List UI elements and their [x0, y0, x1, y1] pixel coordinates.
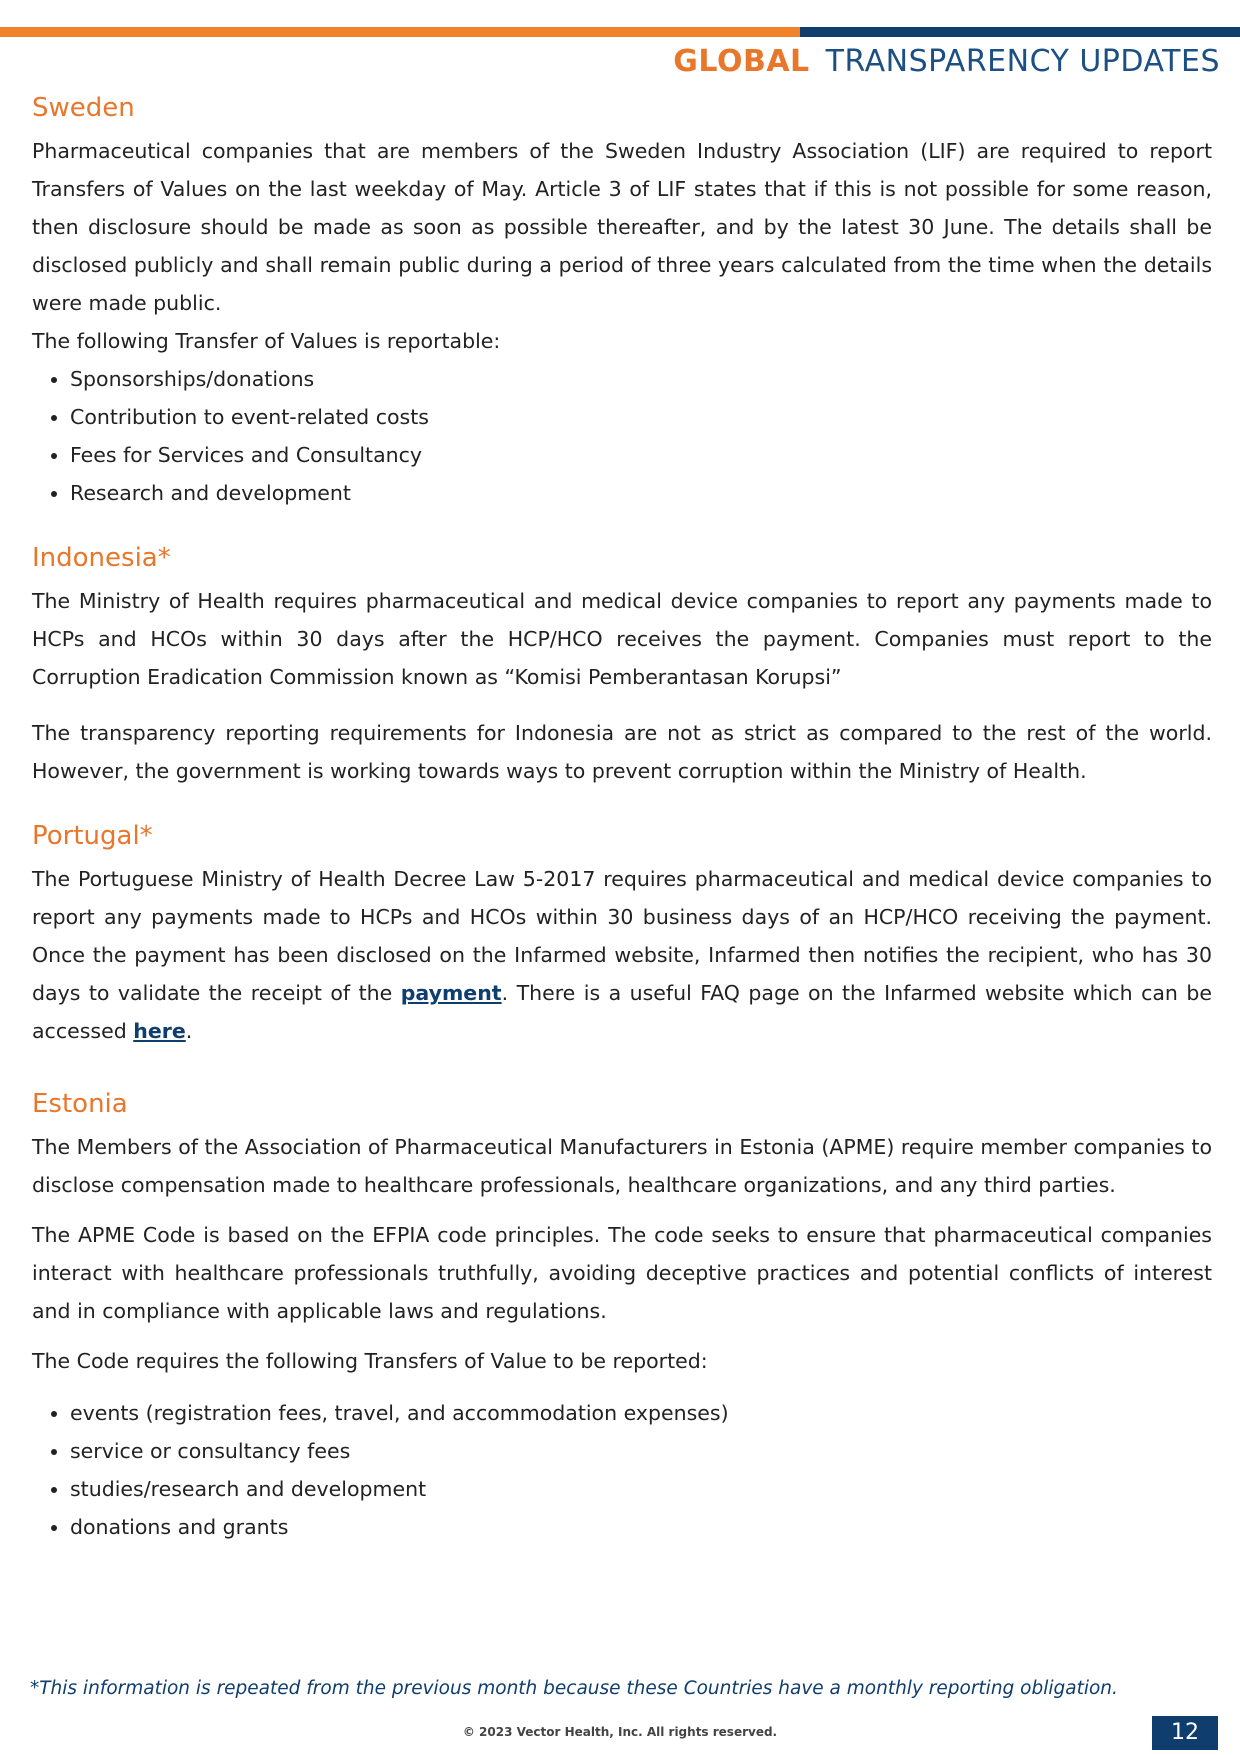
- section-portugal: [32, 818, 1212, 1050]
- portugal-text-2: . There is a useful FAQ page on the Infarmed website which can be accessed: [32, 981, 1212, 1043]
- footnote: *This information is repeated from the previous month because these Countries have a monthly reporting obligation.: [30, 1678, 1118, 1699]
- portugal-text-3: .: [185, 1019, 193, 1043]
- estonia-paragraph-3: The Code requires the following Transfers of Value to be reported:: [32, 1349, 708, 1373]
- list-item: • Fees for Services and Consultancy: [70, 436, 1212, 474]
- list-item: • events (registration fees, travel, and accommodation expenses): [70, 1394, 1212, 1432]
- sweden-paragraph-1: Pharmaceutical companies that are members of the Sweden Industry Association (LIF) are required to report Transfers of Values on the last weekday of May. Article 3 of LIF states that if this is not possible for some reason, then disclosure should be made as soon as possible thereafter, and by the latest 30 June. The details shall be disclosed publicly and shall remain public during a period of three years calculated from the time when the details were made public.: [32, 139, 1212, 315]
- page-header: [673, 44, 1220, 79]
- orange-accent-bar: [0, 27, 800, 37]
- list-item: • donations and grants: [70, 1508, 1212, 1546]
- blue-accent-bar: [800, 27, 1240, 37]
- page-number: 12: [1152, 1716, 1218, 1750]
- indonesia-paragraph-1: The Ministry of Health requires pharmaceutical and medical device companies to report any payments made to HCPs and HCOs within 30 days after the HCP/HCO receives the payment. Companies must report to the Corruption Eradication Commission known as “Komisi Pemberantasan Korupsi”: [32, 589, 1212, 689]
- section-indonesia: [32, 540, 1212, 790]
- list-item: • studies/research and development: [70, 1470, 1212, 1508]
- section-heading-portugal: Portugal*: [32, 821, 153, 851]
- section-heading-sweden: Sweden: [32, 93, 135, 123]
- section-heading-estonia: Estonia: [32, 1089, 128, 1119]
- estonia-paragraph-2: The APME Code is based on the EFPIA code principles. The code seeks to ensure that pharmaceutical companies interact with healthcare professionals truthfully, avoiding deceptive practices and potential conflicts of interest and in compliance with applicable laws and regulations.: [32, 1223, 1212, 1323]
- header-accent-bar: [0, 27, 1240, 37]
- list-item: • service or consultancy fees: [70, 1432, 1212, 1470]
- sweden-paragraph-2: The following Transfer of Values is reportable:: [32, 329, 501, 353]
- here-link[interactable]: here: [133, 1019, 186, 1043]
- section-heading-indonesia: Indonesia*: [32, 543, 171, 573]
- list-item: • Contribution to event-related costs: [70, 398, 1212, 436]
- estonia-list: [32, 1394, 1212, 1546]
- main-content: [32, 90, 1212, 1574]
- indonesia-paragraph-2: The transparency reporting requirements for Indonesia are not as strict as compared to the rest of the world. However, the government is working towards ways to prevent corruption within the Ministry of Health.: [32, 721, 1212, 783]
- portugal-text-1: The Portuguese Ministry of Health Decree Law 5-2017 requires pharmaceutical and medical device companies to report any payments made to HCPs and HCOs within 30 business days of an HCP/HCO receiving the payment. Once the payment has been disclosed on the Infarmed website, Infarmed then notifies the recipient, who has 30 days to validate the receipt of the: [32, 867, 1212, 1005]
- sweden-list: [32, 360, 1212, 512]
- section-sweden: [32, 90, 1212, 512]
- payment-link[interactable]: payment: [400, 981, 502, 1005]
- estonia-paragraph-1: The Members of the Association of Pharmaceutical Manufacturers in Estonia (APME) require member companies to disclose compensation made to healthcare professionals, healthcare organizations, and any third parties.: [32, 1135, 1212, 1197]
- list-item: • Research and development: [70, 474, 1212, 512]
- portugal-paragraph: [32, 860, 1212, 1050]
- copyright: © 2023 Vector Health, Inc. All rights reserved.: [462, 1725, 778, 1739]
- header-title-rest: TRANSPARENCY UPDATES: [825, 44, 1220, 79]
- list-item: • Sponsorships/donations: [70, 360, 1212, 398]
- section-estonia: [32, 1086, 1212, 1546]
- header-title-bold: GLOBAL: [673, 44, 810, 79]
